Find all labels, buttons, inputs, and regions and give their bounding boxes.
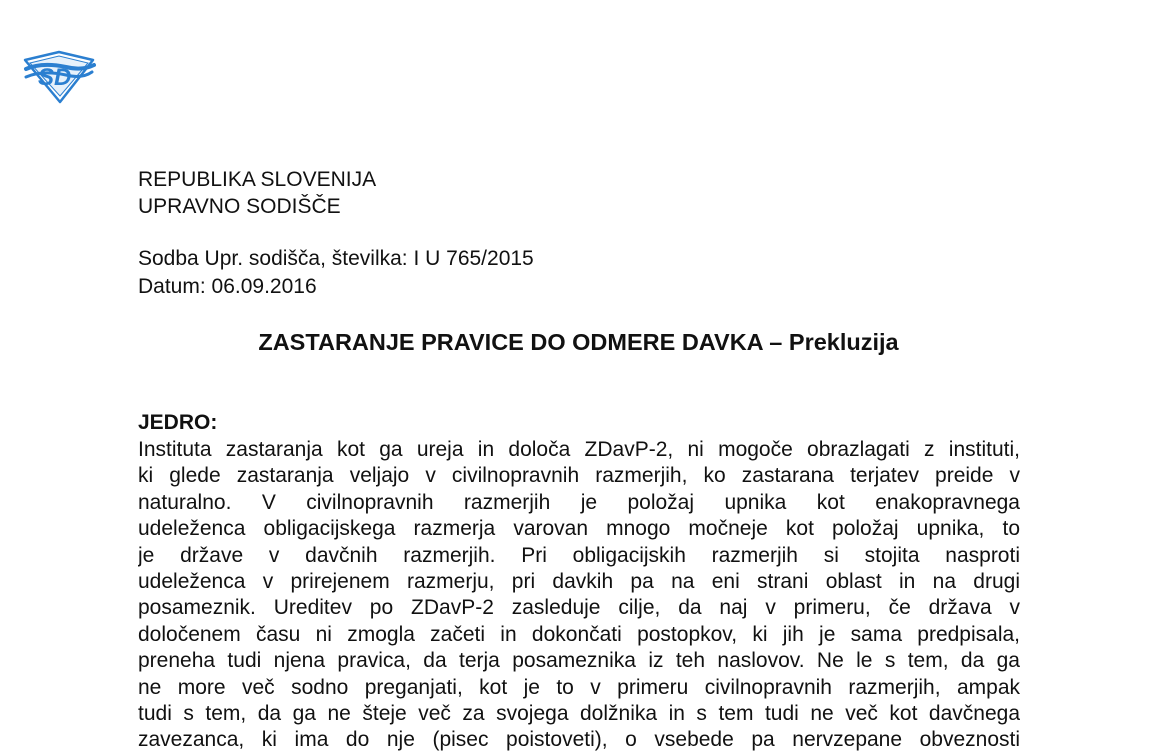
body-line: Instituta zastaranja kot ga ureja in določa ZDavP-2, ni mogoče obrazlagati z instituti,	[138, 438, 1020, 461]
body-line: zavezanca, ki ima do nje (pisec poistoveti), o vsebede pa nervzepane obveznosti	[138, 728, 1020, 752]
court-name: UPRAVNO SODIŠČE	[138, 195, 341, 218]
case-number: Sodba Upr. sodišča, številka: I U 765/2015	[138, 247, 534, 270]
court-header	[138, 166, 376, 220]
body-line: ki glede zastaranja veljajo v civilnopravnih razmerjih, ko zastarana terjatev preide v	[138, 464, 1020, 488]
court-shield-icon	[22, 50, 96, 104]
body-line: tudi s tem, da ga ne šteje več za svojega dolžnika in s tem tudi ne več kot davčnega	[138, 701, 1020, 725]
country-name: REPUBLIKA SLOVENIJA	[138, 168, 377, 191]
decision-date: Datum: 06.09.2016	[138, 275, 317, 298]
logo-letters: SD	[38, 64, 72, 91]
section-body	[138, 437, 1020, 754]
body-line: posameznik. Ureditev po ZDavP-2 zasleduje cilje, da naj v primeru, če država v	[138, 596, 1020, 620]
section-heading: JEDRO:	[138, 411, 218, 434]
body-line: preneha tudi njena pravica, da terja posameznika iz teh naslovov. Ne le s tem, da ga	[138, 649, 1020, 673]
body-line: udeleženca v prirejenem razmerju, pri davkih pa na eni strani oblast in na drugi	[138, 569, 1020, 593]
document-title: ZASTARANJE PRAVICE DO ODMERE DAVKA – Prekluzija	[258, 329, 899, 355]
body-line: udeleženca obligacijskega razmerja varovan mnogo močneje kot položaj upnika, to	[138, 517, 1020, 541]
body-line: določenem času ni zmogla začeti in dokončati postopkov, ki jih je sama predpisala,	[138, 622, 1020, 646]
court-shield-logo	[22, 50, 96, 104]
body-line: je države v davčnih razmerjih. Pri obligacijskih razmerjih si stojita nasproti	[138, 543, 1020, 567]
body-line: ne more več sodno preganjati, kot je to v primeru civilnopravnih razmerjih, ampak	[138, 675, 1020, 699]
case-meta	[138, 245, 534, 301]
body-line: naturalno. V civilnopravnih razmerjih je položaj upnika kot enakopravnega	[138, 490, 1020, 514]
